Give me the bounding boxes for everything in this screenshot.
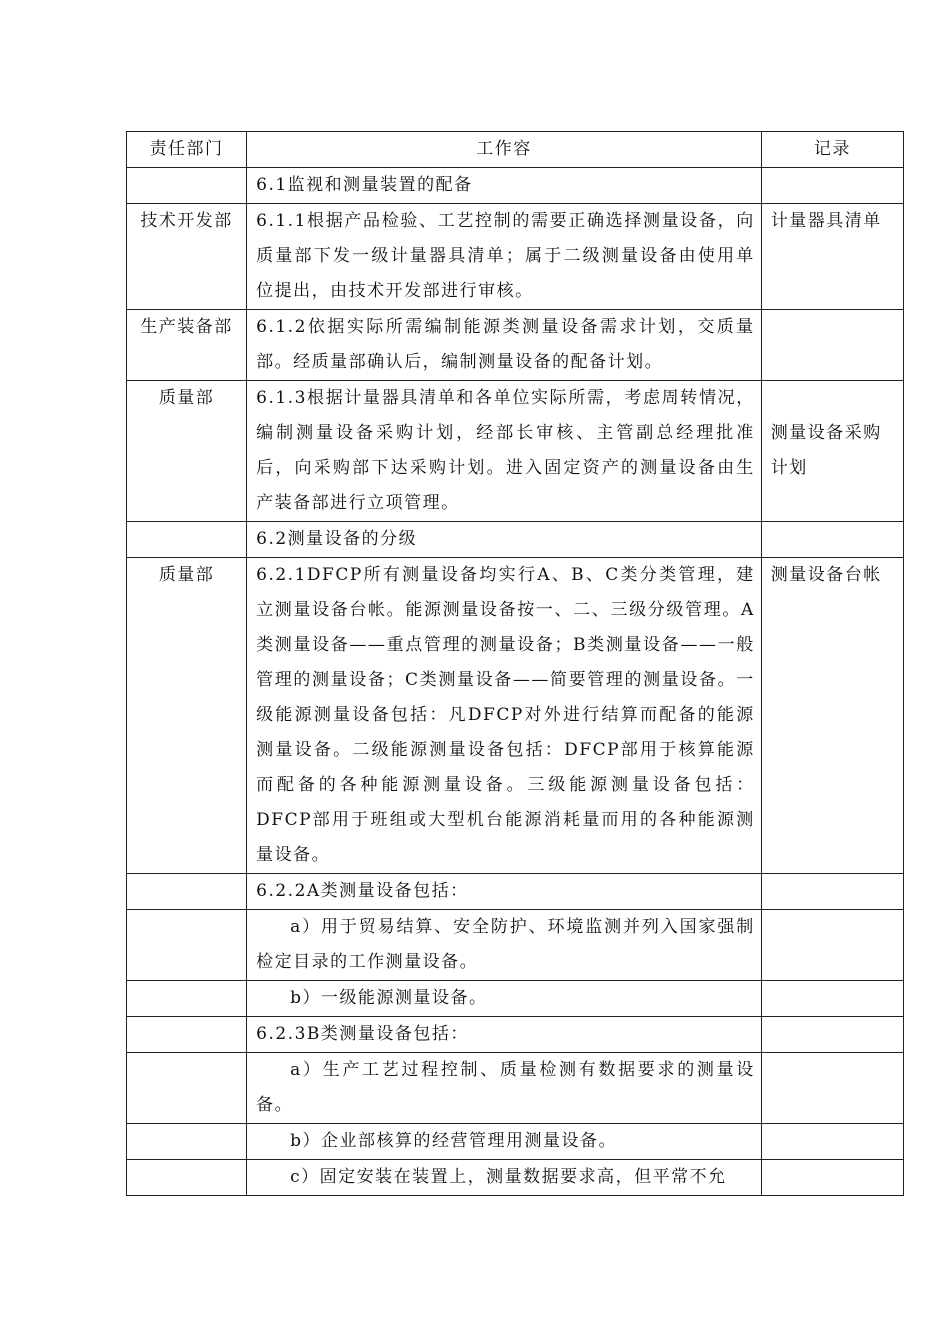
table-row [127, 874, 904, 910]
table-row [127, 168, 904, 204]
work-cell: b）企业部核算的经营管理用测量设备。 [247, 1124, 762, 1160]
header-dept: 责任部门 [127, 132, 247, 168]
dept-cell [127, 1053, 247, 1124]
table-row [127, 310, 904, 381]
work-cell: 6.2.1DFCP所有测量设备均实行A、B、C类分类管理，建立测量设备台帐。能源测量设备按一、二、三级分级管理。A类测量设备——重点管理的测量设备；B类测量设备——一般管理的测量设备；C类测量设备——简要管理的测量设备。一级能源测量设备包括：凡DFCP对外进行结算而配备的能源测量设备。二级能源测量设备包括：DFCP部用于核算能源而配备的各种能源测量设备。三级能源测量设备包括：DFCP部用于班组或大型机台能源消耗量而用的各种能源测量设备。 [247, 558, 762, 874]
dept-cell [127, 874, 247, 910]
table-row [127, 522, 904, 558]
record-cell [761, 1017, 903, 1053]
dept-cell [127, 168, 247, 204]
record-cell [761, 1160, 903, 1196]
work-cell: 6.2.2A类测量设备包括： [247, 874, 762, 910]
dept-cell [127, 1017, 247, 1053]
work-cell: 6.1.1根据产品检验、工艺控制的需要正确选择测量设备，向质量部下发一级计量器具清单；属于二级测量设备由使用单位提出，由技术开发部进行审核。 [247, 204, 762, 310]
record-cell: 计量器具清单 [761, 204, 903, 310]
record-cell [761, 874, 903, 910]
table-header-row [127, 132, 904, 168]
record-cell: 测量设备采购计划 [761, 381, 903, 522]
record-cell [761, 522, 903, 558]
table-row [127, 1124, 904, 1160]
table-row [127, 381, 904, 522]
work-cell: 6.2.3B类测量设备包括： [247, 1017, 762, 1053]
record-cell [761, 168, 903, 204]
record-cell [761, 981, 903, 1017]
dept-cell [127, 981, 247, 1017]
procedure-table [126, 131, 904, 1196]
header-record: 记录 [761, 132, 903, 168]
work-cell: b）一级能源测量设备。 [247, 981, 762, 1017]
dept-cell: 质量部 [127, 558, 247, 874]
table-row [127, 1160, 904, 1196]
work-cell: a）生产工艺过程控制、质量检测有数据要求的测量设备。 [247, 1053, 762, 1124]
record-cell [761, 1053, 903, 1124]
dept-cell: 质量部 [127, 381, 247, 522]
dept-cell [127, 1124, 247, 1160]
table-row [127, 910, 904, 981]
table-row [127, 558, 904, 874]
work-cell: 6.2测量设备的分级 [247, 522, 762, 558]
work-cell: 6.1.2依据实际所需编制能源类测量设备需求计划，交质量部。经质量部确认后，编制测量设备的配备计划。 [247, 310, 762, 381]
record-cell [761, 310, 903, 381]
record-cell: 测量设备台帐 [761, 558, 903, 874]
work-cell: c）固定安装在装置上，测量数据要求高，但平常不允 [247, 1160, 762, 1196]
dept-cell [127, 910, 247, 981]
dept-cell [127, 1160, 247, 1196]
dept-cell: 生产装备部 [127, 310, 247, 381]
table-row [127, 204, 904, 310]
dept-cell: 技术开发部 [127, 204, 247, 310]
work-cell: a）用于贸易结算、安全防护、环境监测并列入国家强制检定目录的工作测量设备。 [247, 910, 762, 981]
work-cell: 6.1监视和测量装置的配备 [247, 168, 762, 204]
table-row [127, 981, 904, 1017]
table-row [127, 1053, 904, 1124]
record-cell [761, 1124, 903, 1160]
table-row [127, 1017, 904, 1053]
header-work: 工作容 [247, 132, 762, 168]
record-cell [761, 910, 903, 981]
work-cell: 6.1.3根据计量器具清单和各单位实际所需，考虑周转情况，编制测量设备采购计划，经部长审核、主管副总经理批准后，向采购部下达采购计划。进入固定资产的测量设备由生产装备部进行立项管理。 [247, 381, 762, 522]
dept-cell [127, 522, 247, 558]
